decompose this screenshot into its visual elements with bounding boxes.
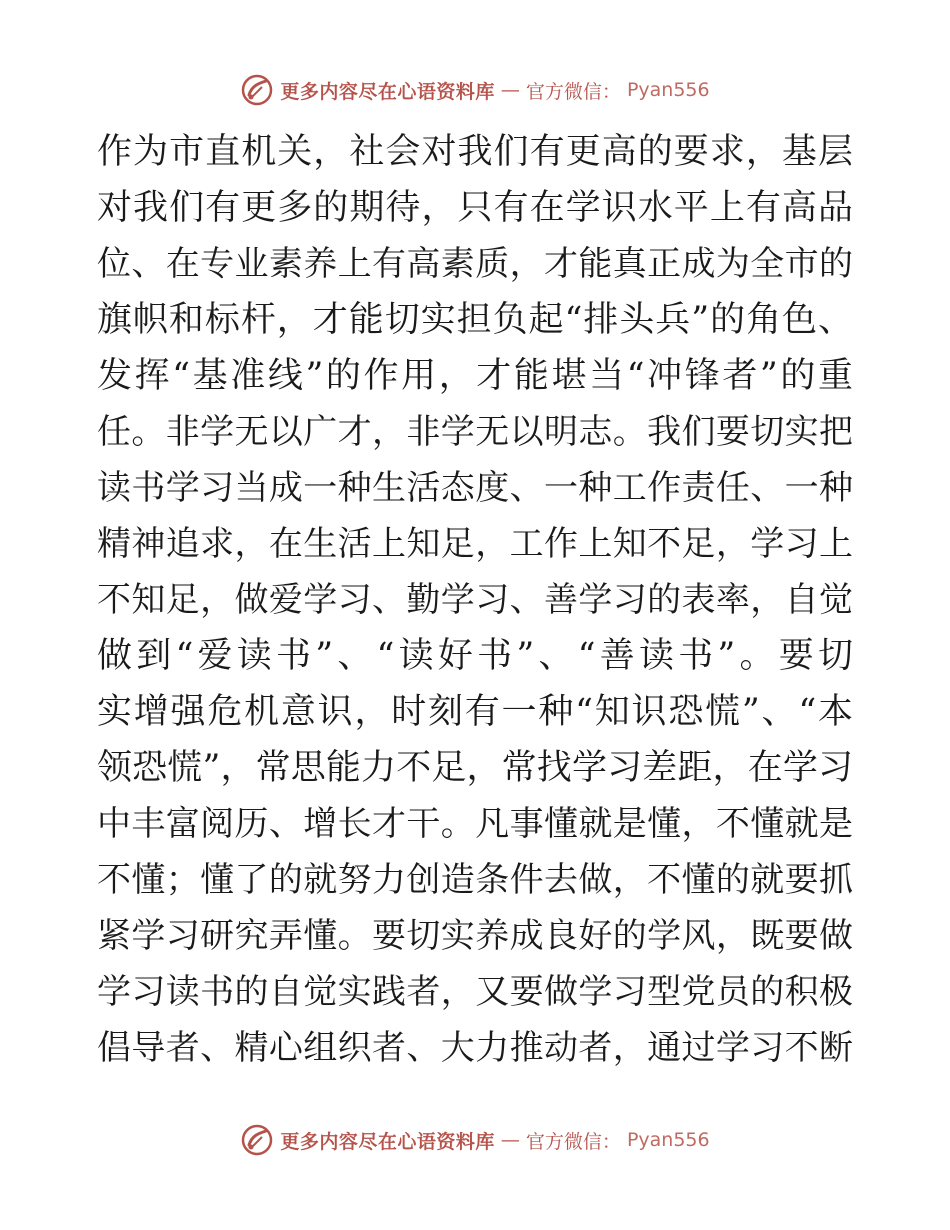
- paragraph-line: 读书学习当成一种生活态度、一种工作责任、一种: [97, 468, 853, 508]
- brand-logo-icon: [240, 73, 274, 107]
- paragraph-line: 紧学习研究弄懂。要切实养成良好的学风，既要做: [97, 916, 853, 956]
- watermark-wechat-id: Pyan556: [626, 79, 710, 101]
- paragraph-line: 不懂；懂了的就努力创造条件去做，不懂的就要抓: [97, 860, 853, 900]
- paragraph-line: 不知足，做爱学习、勤学习、善学习的表率，自觉: [97, 580, 853, 620]
- paragraph-line: 对我们有更多的期待，只有在学识水平上有高品: [97, 188, 853, 228]
- paragraph-line: 学习读书的自觉实践者，又要做学习型党员的积极: [97, 972, 853, 1012]
- paragraph-line: 发挥“基准线”的作用，才能堪当“冲锋者”的重: [97, 356, 853, 396]
- paragraph-line: 实增强危机意识，时刻有一种“知识恐慌”、“本: [97, 692, 853, 732]
- paragraph-line: 位、在专业素养上有高素质，才能真正成为全市的: [97, 244, 853, 284]
- watermark-separator: —: [500, 1129, 520, 1151]
- paragraph-line: 做到“爱读书”、“读好书”、“善读书”。要切: [97, 636, 853, 676]
- watermark-site-text: 更多内容尽在心语资料库: [280, 80, 495, 103]
- watermark-label: 官方微信：: [525, 80, 621, 103]
- brand-logo-icon: [240, 1123, 274, 1157]
- paragraph-line: 倡导者、精心组织者、大力推动者，通过学习不断: [97, 1028, 853, 1068]
- document-paragraph: [97, 124, 853, 1076]
- footer-watermark: [0, 1122, 950, 1158]
- watermark-wechat-id: Pyan556: [626, 1129, 710, 1151]
- header-watermark: [0, 72, 950, 108]
- paragraph-line: 中丰富阅历、增长才干。凡事懂就是懂，不懂就是: [97, 804, 853, 844]
- watermark-label: 官方微信：: [525, 1130, 621, 1153]
- watermark-site-text: 更多内容尽在心语资料库: [280, 1130, 495, 1153]
- paragraph-line: 精神追求，在生活上知足，工作上知不足，学习上: [97, 524, 853, 564]
- paragraph-line: 旗帜和标杆，才能切实担负起“排头兵”的角色、: [97, 300, 853, 340]
- watermark-separator: —: [500, 79, 520, 101]
- paragraph-line: 领恐慌”，常思能力不足，常找学习差距，在学习: [97, 748, 853, 788]
- paragraph-line: 任。非学无以广才，非学无以明志。我们要切实把: [97, 412, 853, 452]
- paragraph-line: 作为市直机关，社会对我们有更高的要求，基层: [97, 132, 853, 172]
